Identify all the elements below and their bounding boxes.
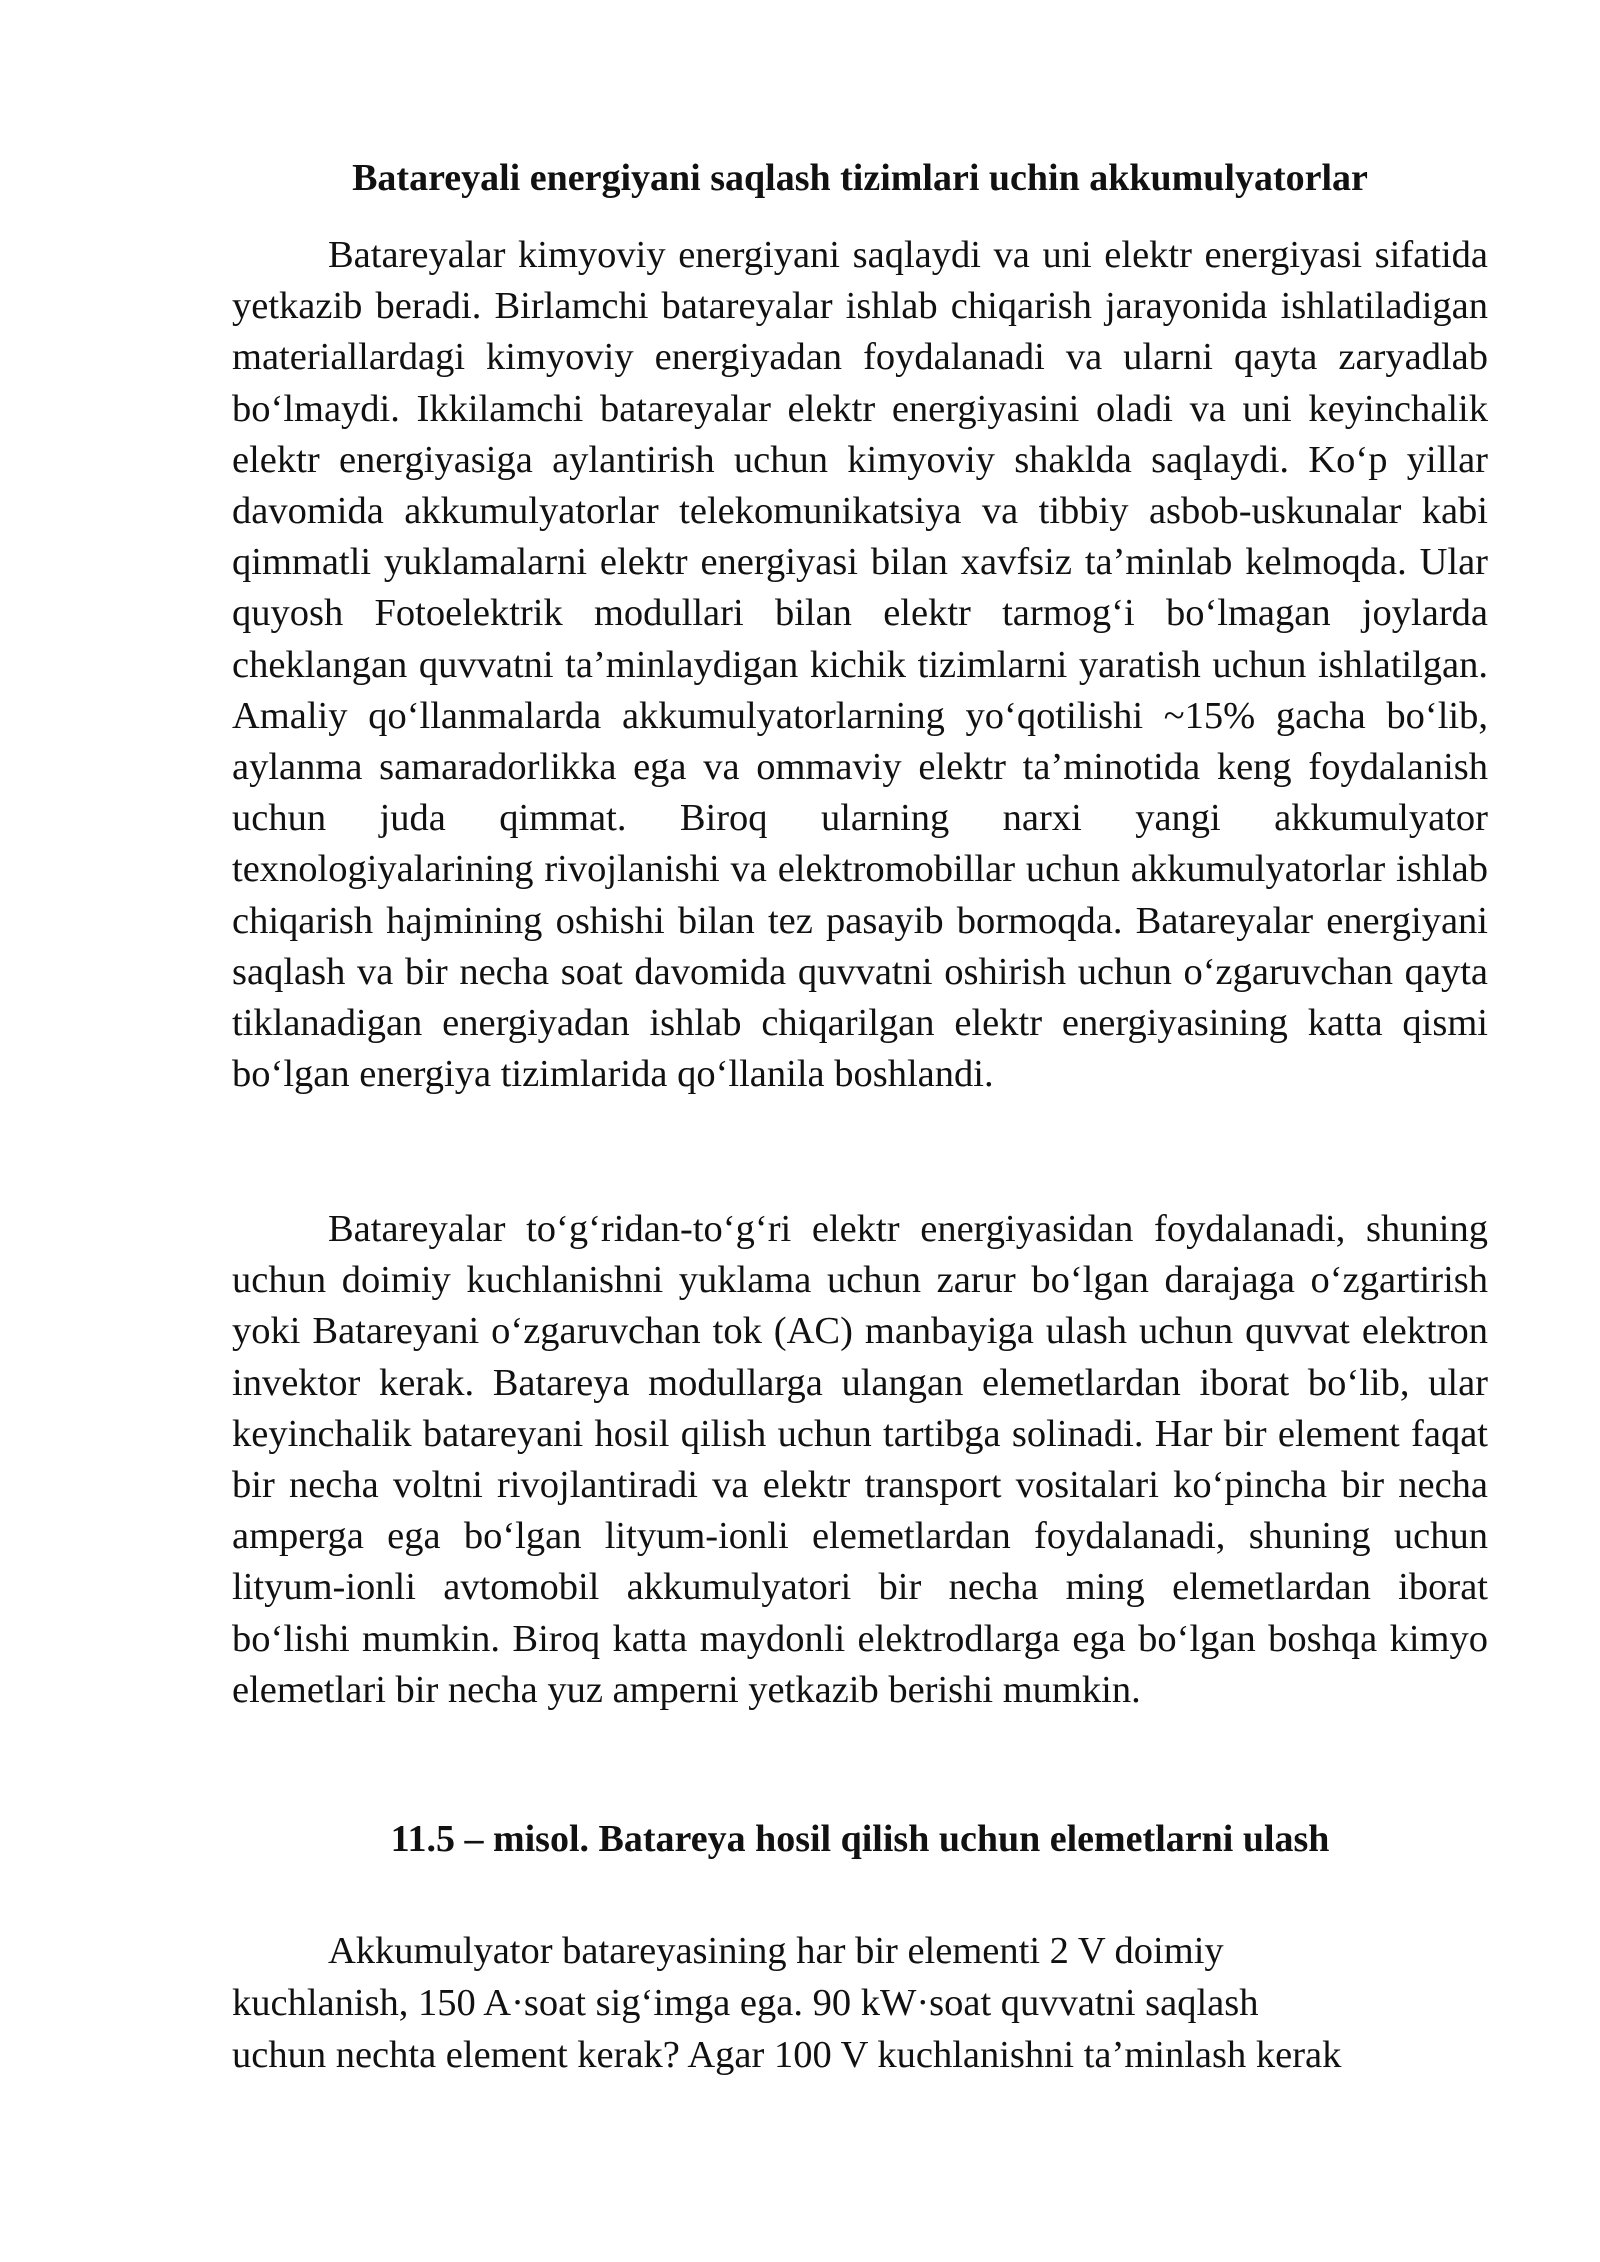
example-question-line: kuchlanish, 150 A·soat sig‘imga ega. 90 kW·soat quvvatni saqlash [232,1982,1259,2024]
example-question-line: uchun nechta element kerak? Agar 100 V kuchlanishni ta’minlash kerak [232,2034,1342,2076]
example-question-line: Akkumulyator batareyasining har bir elementi 2 V doimiy [328,1930,1224,1972]
section-title: Batareyali energiyani saqlash tizimlari uchin akkumulyatorlar [352,157,1368,199]
document-page [232,0,1488,2262]
paragraph-battery-inverter: Batareyalar to‘g‘ridan-to‘g‘ri elektr energiyasidan foydalanadi, shuning uchun doimiy kuchlanishni yuklama uchun zarur bo‘lgan darajaga o‘zgartirish yoki Batareyani o‘zgaruvchan tok (AC) manbayiga ulash uchun quvvat elektron invektor kerak. Batareya modullarga ulangan elemetlardan iborat bo‘lib, ular keyinchalik batareyani hosil qilish uchun tartibga solinadi. Har bir element faqat bir necha voltni rivojlantiradi va elektr transport vositalari ko‘pincha bir necha amperga ega bo‘lgan lityum-ionli elemetlardan foydalanadi, shuning uchun lityum-ionli avtomobil akkumulyatori bir necha ming elemetlardan iborat bo‘lishi mumkin. Biroq katta maydonli elektrodlarga ega bo‘lgan boshqa kimyo elemetlari bir necha yuz amperni yetkazib berishi mumkin. [232,1208,1488,1711]
paragraph-batteries-overview: Batareyalar kimyoviy energiyani saqlaydi va uni elektr energiyasi sifatida yetkazib beradi. Birlamchi batareyalar ishlab chiqarish jarayonida ishlatiladigan materiallardagi kimyoviy energiyadan foydalanadi va ularni qayta zaryadlab bo‘lmaydi. Ikkilamchi batareyalar elektr energiyasini oladi va uni keyinchalik elektr energiyasiga aylantirish uchun kimyoviy shaklda saqlaydi. Ko‘p yillar davomida akkumulyatorlar telekomunikatsiya va tibbiy asbob-uskunalar kabi qimmatli yuklamalarni elektr energiyasi bilan xavfsiz ta’minlab kelmoqda. Ular quyosh Fotoelektrik modullari bilan elektr tarmog‘i bo‘lmagan joylarda cheklangan quvvatni ta’minlaydigan kichik tizimlarni yaratish uchun ishlatilgan. Amaliy qo‘llanmalarda akkumulyatorlarning yo‘qotilishi ~15% gacha bo‘lib, aylanma samaradorlikka ega va ommaviy elektr ta’minotida keng foydalanish uchun juda qimmat. Biroq ularning narxi yangi akkumulyator texnologiyalarining rivojlanishi va elektromobillar uchun akkumulyatorlar ishlab chiqarish hajmining oshishi bilan tez pasayib bormoqda. Batareyalar energiyani saqlash va bir necha soat davomida quvvatni oshirish uchun o‘zgaruvchan qayta tiklanadigan energiyadan ishlab chiqarilgan elektr energiyasining katta qismi bo‘lgan energiya tizimlarida qo‘llanila boshlandi. [232,234,1488,1096]
example-title: 11.5 – misol. Batareya hosil qilish uchun elemetlarni ulash [390,1818,1330,1860]
example-question [232,1925,1488,2081]
